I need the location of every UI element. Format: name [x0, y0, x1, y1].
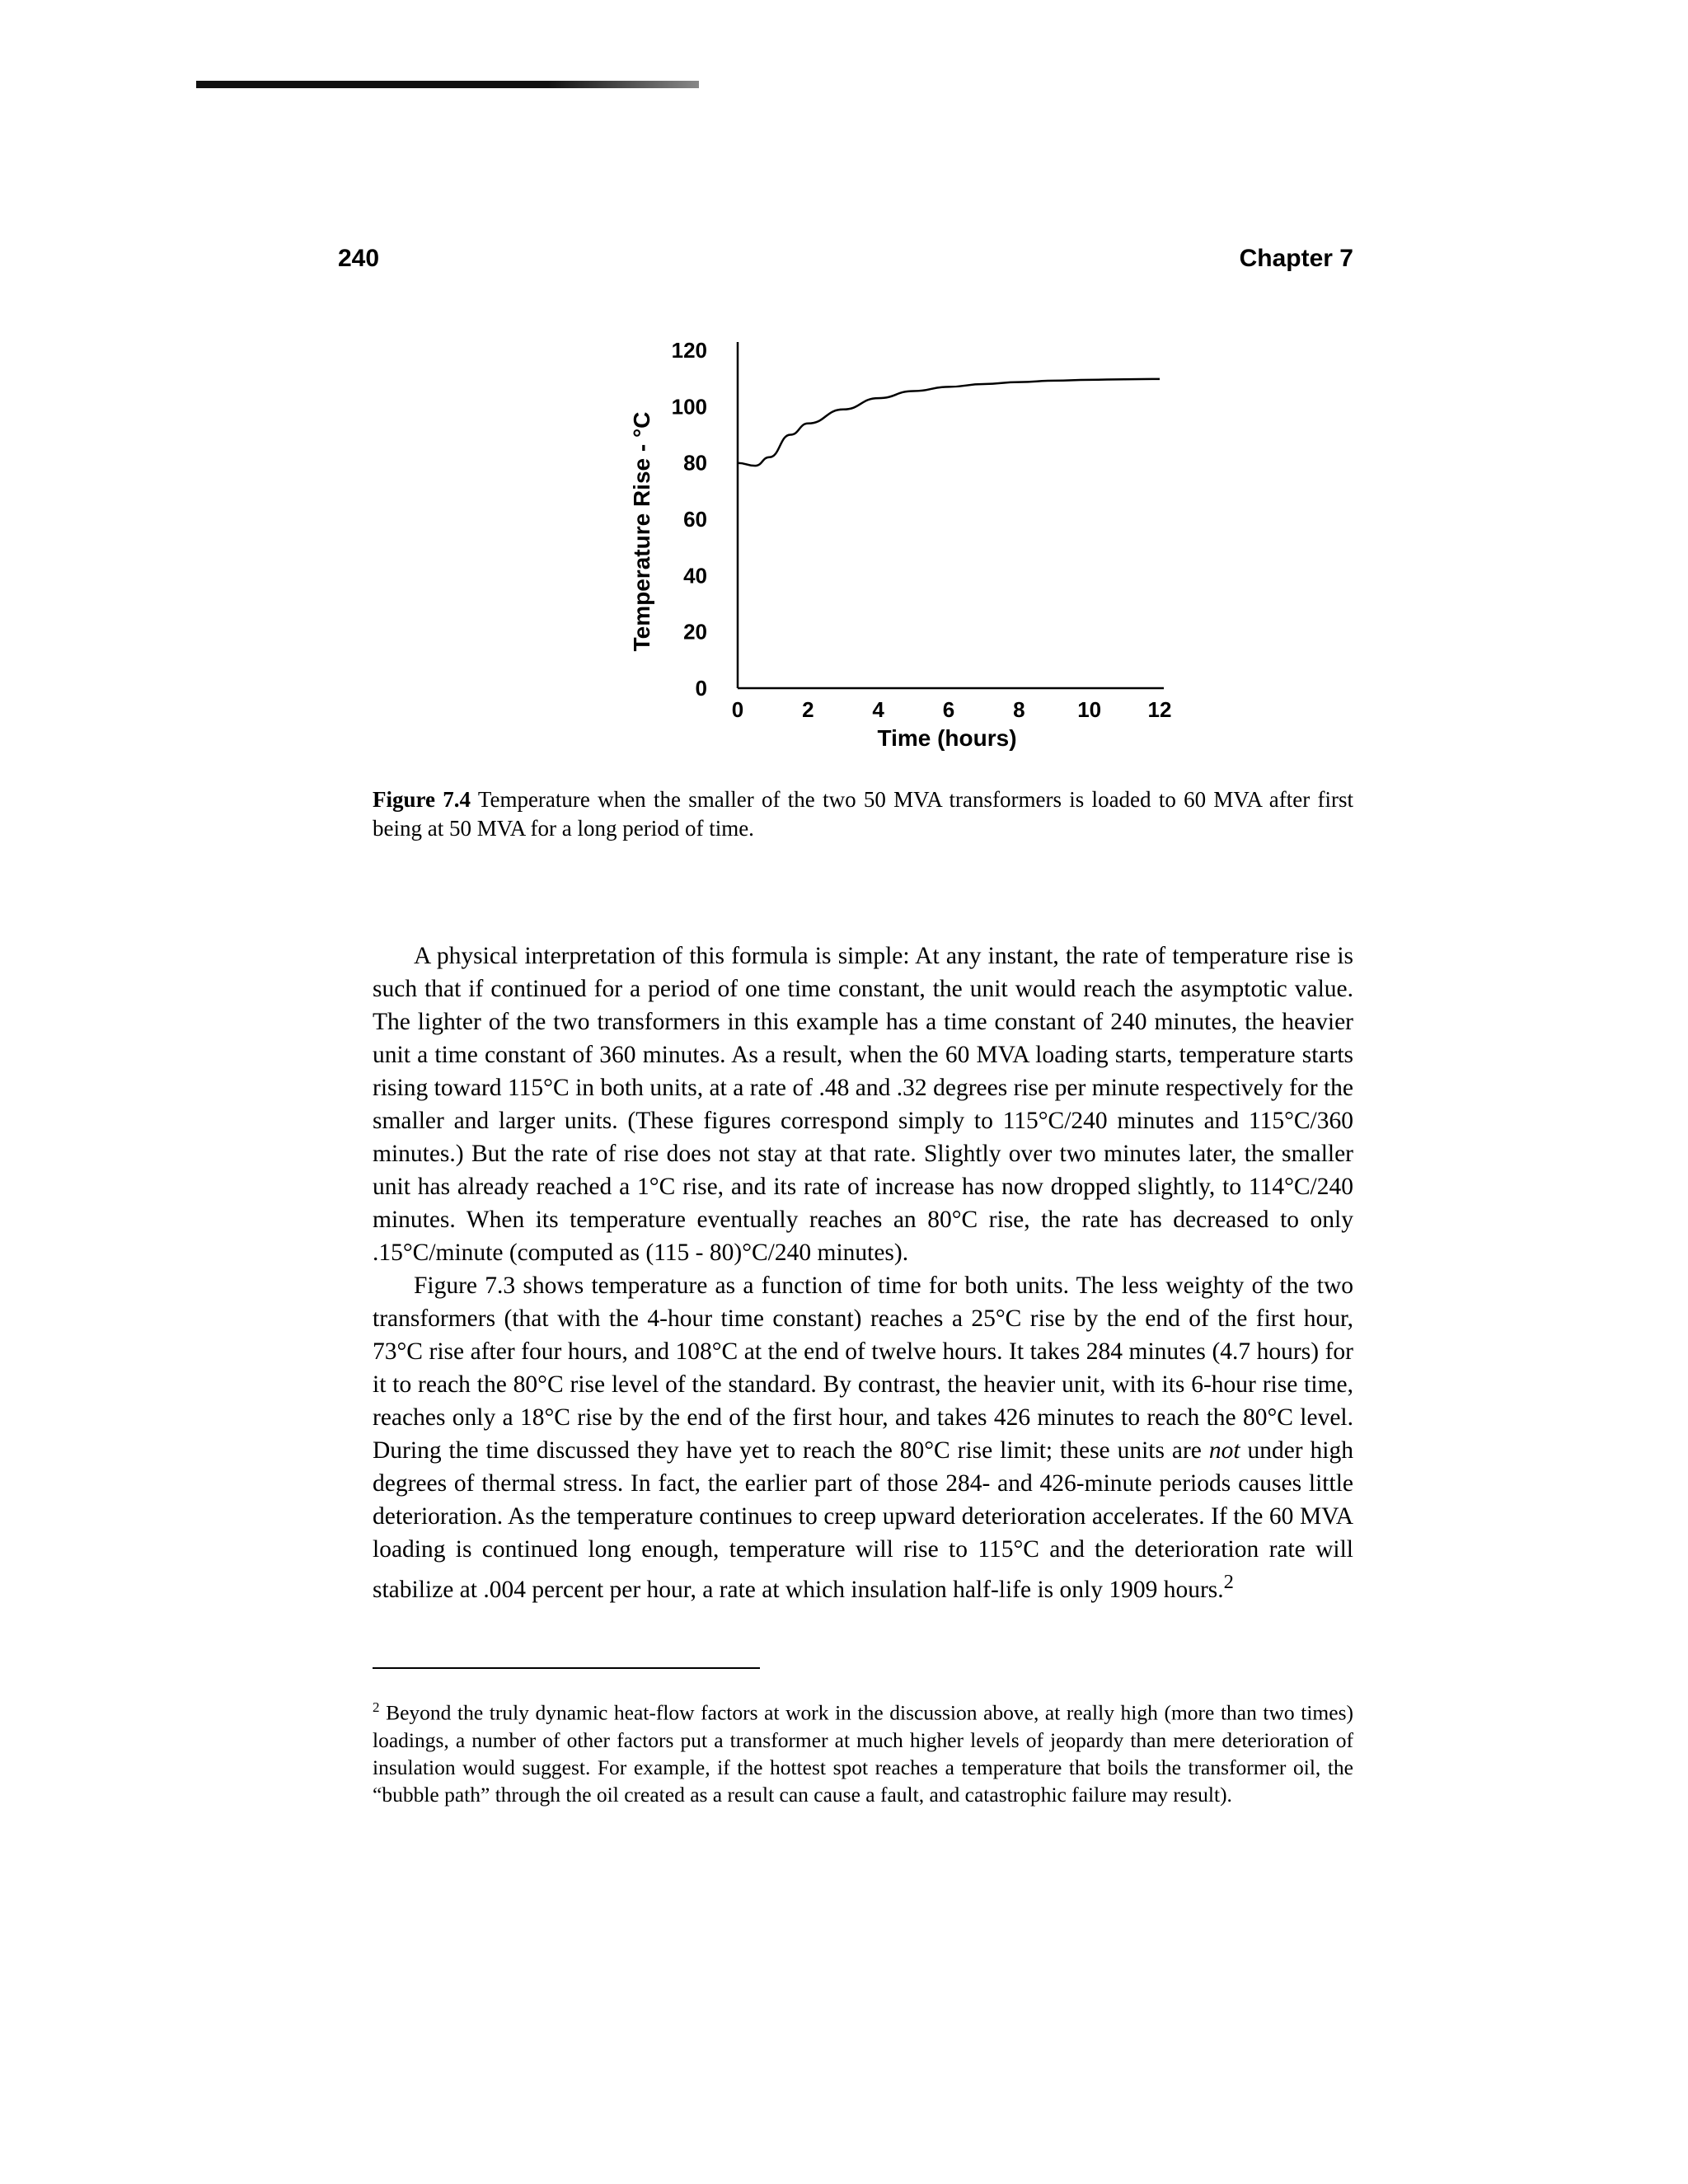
- y-tick-label: 120: [671, 338, 707, 363]
- chapter-label: Chapter 7: [1239, 245, 1353, 272]
- footnote-text: Beyond the truly dynamic heat-flow factors at work in the discussion above, at really high (more than two times) loadings, a number of other factors put a transformer at much higher levels of jeopardy than mere deterioration of insulation would suggest. For example, if the hottest spot reaches a temperature that boils the transformer oil, the “bubble path” through the oil created as a result can cause a fault, and catastrophic failure may result).: [373, 1700, 1353, 1807]
- x-tick-label: 4: [872, 697, 884, 722]
- paragraph-2: Figure 7.3 shows temperature as a function of time for both units. The less weighty of the two transformers (that with the 4-hour time constant) reaches a 25°C rise by the end of the first hour, 73°C rise after four hours, and 108°C at the end of twelve hours. It takes 284 minutes (4.7 hours) for it to reach the 80°C rise level of the standard. By contrast, the heavier unit, with its 6-hour rise time, reaches only a 18°C rise by the end of the first hour, and takes 426 minutes to reach the 80°C level. During the time discussed they have yet to reach the 80°C rise limit; these units are not under high degrees of thermal stress. In fact, the earlier part of those 284- and 426-minute periods causes little deterioration. As the temperature continues to creep upward deterioration accelerates. If the 60 MVA loading is continued long enough, temperature will rise to 115°C and the deterioration rate will stabilize at .004 percent per hour, a rate at which insulation half-life is only 1909 hours.$^2$: [373, 1272, 1353, 1603]
- footnote: [373, 1694, 1353, 1808]
- y-tick-label: 0: [695, 676, 707, 701]
- footnote-marker: 2: [373, 1699, 380, 1715]
- figure-number: Figure 7.4: [373, 787, 471, 812]
- y-tick-label: 40: [683, 563, 707, 588]
- x-tick-label: 6: [942, 697, 955, 722]
- footnote-reference: 2: [1223, 1571, 1234, 1593]
- temperature-series-line: [738, 379, 1160, 466]
- caption-text: Temperature when the smaller of the two 50 MVA transformers is loaded to 60 MVA after first being at 50 MVA for a long period of time.: [373, 787, 1353, 841]
- footnote-rule: [373, 1667, 760, 1669]
- paragraph-1: A physical interpretation of this formula is simple: At any instant, the rate of temperature rise is such that if continued for a period of one time constant, the unit would reach the asymptotic value. The lighter of the two transformers in this example has a time constant of 240 minutes, the heavier unit a time constant of 360 minutes. As a result, when the 60 MVA loading starts, temperature starts rising toward 115°C in both units, at a rate of .48 and .32 degrees rise per minute respectively for the smaller and larger units. (These figures correspond simply to 115°C/240 minutes and 115°C/360 minutes.) But the rate of rise does not stay at that rate. Slightly over two minutes later, the smaller unit has already reached a 1°C rise, and its rate of increase has now dropped slightly, to 114°C/240 minutes. When its temperature eventually reaches an 80°C rise, the rate has decreased to only .15°C/minute (computed as (115 - 80)°C/240 minutes).: [373, 943, 1353, 1266]
- temperature-chart: [577, 321, 1203, 783]
- x-tick-label: 10: [1077, 697, 1102, 722]
- running-head: [338, 245, 1353, 278]
- emphasis-not: not: [1208, 1437, 1240, 1464]
- x-tick-label: 12: [1147, 697, 1172, 722]
- figure-caption: [373, 785, 1353, 843]
- x-axis-title: Time (hours): [877, 725, 1017, 751]
- y-tick-label: 80: [683, 450, 707, 476]
- body-text: [373, 940, 1353, 1606]
- x-tick-label: 0: [731, 697, 744, 722]
- figure-7-4: [577, 321, 1203, 783]
- y-tick-label: 20: [683, 619, 707, 644]
- y-tick-label: 100: [671, 394, 707, 419]
- x-tick-label: 8: [1013, 697, 1025, 722]
- y-axis-title: Temperature Rise - °C: [629, 411, 654, 652]
- page-number: 240: [338, 245, 380, 272]
- top-rule: [196, 81, 699, 88]
- x-tick-label: 2: [802, 697, 814, 722]
- y-tick-label: 60: [683, 507, 707, 532]
